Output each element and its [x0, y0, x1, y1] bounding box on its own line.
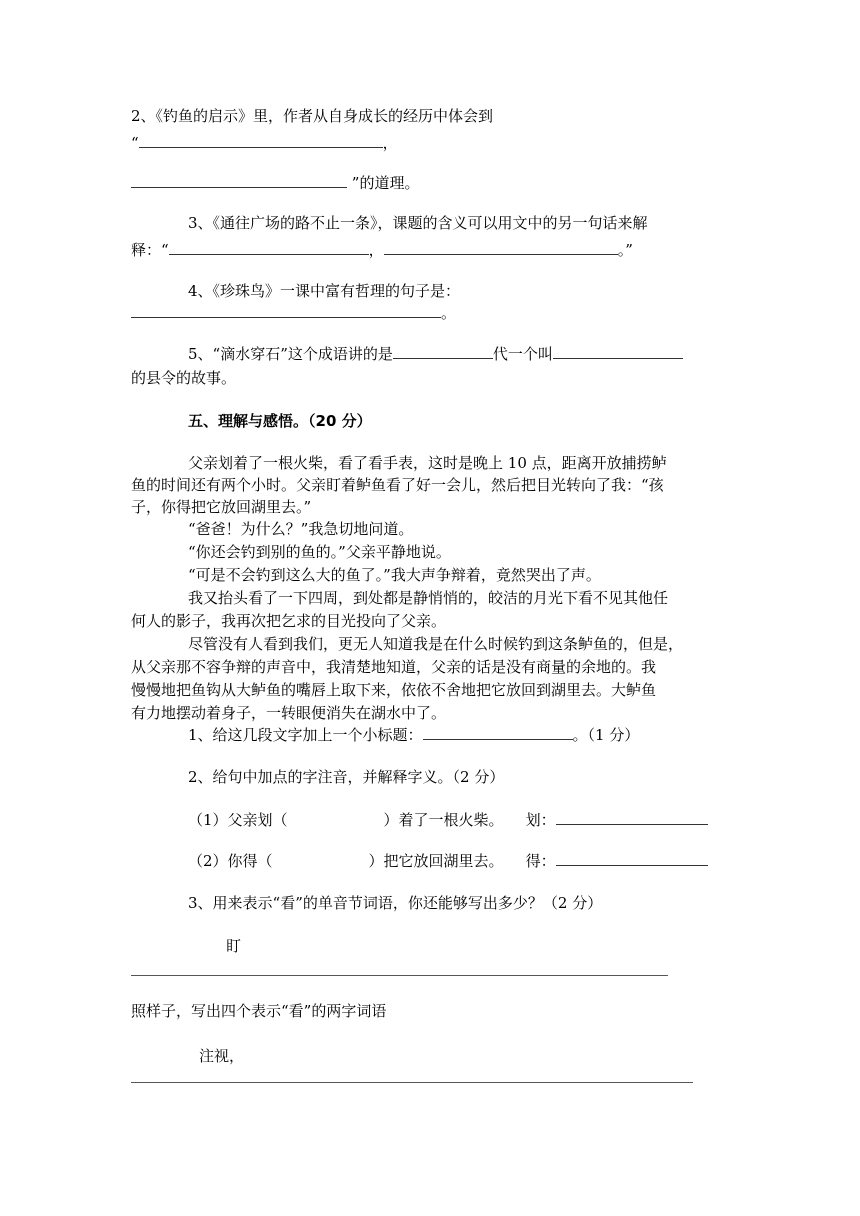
sub1-text: 1、给这几段文字加上一个小标题：	[188, 726, 423, 744]
passage-line: 父亲划着了一根火柴，看了看手表，这时是晚上 10 点，距离开放捕捞鲈	[188, 454, 667, 472]
sub1-end: 。（1 分）	[572, 726, 640, 744]
q2-blank-2[interactable]	[131, 175, 347, 188]
sub2-item1-blank[interactable]	[556, 812, 708, 825]
sub2-line: 2、给句中加点的字注音，并解释字义。（2 分）	[188, 768, 505, 786]
q2-open-quote: “	[131, 134, 139, 152]
sub2-item1-c: 划：	[525, 811, 556, 829]
q3-prefix: 释：“	[131, 241, 169, 259]
q3-line1: 3、《通往广场的路不止一条》，课题的含义可以用文中的另一句话来解	[188, 214, 648, 232]
q5-line1	[188, 344, 683, 364]
sub3-example: 盯	[226, 937, 242, 955]
sub2-item2-a: （2）你得（	[188, 852, 273, 870]
passage-line: 我又抬头看了一下四周，到处都是静悄悄的，皎洁的月光下看不见其他任	[188, 589, 669, 607]
q5-blank-2[interactable]	[553, 346, 683, 359]
q4-line2	[131, 303, 456, 323]
q5-blank-1[interactable]	[393, 346, 493, 359]
q4-blank[interactable]	[131, 305, 441, 318]
passage-line: “爸爸！为什么？”我急切地问道。	[188, 520, 414, 538]
q3-end: 。”	[617, 241, 633, 259]
q4-end: 。	[441, 304, 457, 322]
q3-line2	[131, 240, 633, 260]
q2-line2	[131, 133, 398, 153]
q3-comma: ，	[368, 241, 384, 259]
sub3-instruction: 照样子，写出四个表示“看”的两字词语	[131, 1002, 387, 1020]
q5-text-a: 5、“滴水穿石”这个成语讲的是	[188, 345, 393, 363]
passage-line: 何人的影子，我再次把乞求的目光投向了父亲。	[131, 612, 447, 630]
sub2-item1-a: （1）父亲划（	[188, 811, 288, 829]
q2-blank-1[interactable]	[139, 135, 383, 148]
passage-line: “可是不会钓到这么大的鱼了。”我大声争辩着，竟然哭出了声。	[188, 566, 601, 584]
q2-line1: 2、《钓鱼的启示》里，作者从自身成长的经历中体会到	[131, 107, 494, 125]
q3-blank-1[interactable]	[169, 242, 369, 255]
q2-end: ”的道理。	[351, 174, 420, 192]
sub2-item2-c: 得：	[525, 852, 556, 870]
sub3-answer-line-2[interactable]	[131, 1082, 693, 1083]
sub2-item2-blank[interactable]	[556, 853, 708, 866]
q4-line1: 4、《珍珠鸟》一课中富有哲理的句子是：	[188, 282, 461, 300]
sub3-example2: 注视，	[199, 1047, 245, 1065]
q2-comma: ，	[382, 134, 398, 152]
sub2-item1	[188, 810, 708, 830]
q2-line3	[131, 173, 419, 193]
sub2-item2-b: ）把它放回湖里去。	[368, 852, 504, 870]
passage-line: 鱼的时间还有两个小时。父亲盯着鲈鱼看了好一会儿，然后把目光转向了我：“孩	[131, 476, 664, 494]
q5-text-b: 代一个叫	[492, 345, 553, 363]
passage-line: 子，你得把它放回湖里去。”	[131, 498, 312, 516]
sub1-line	[188, 725, 639, 745]
passage-line: 有力地摆动着身子，一转眼便消失在湖水中了。	[131, 704, 447, 722]
section-heading: 五、理解与感悟。（20 分）	[188, 412, 372, 430]
passage-line: 尽管没有人看到我们，更无人知道我是在什么时候钓到这条鲈鱼的，但是，	[188, 635, 684, 653]
sub3-answer-line[interactable]	[131, 975, 668, 976]
sub3-line: 3、用来表示“看”的单音节词语，你还能够写出多少？（2 分）	[188, 894, 603, 912]
sub1-blank[interactable]	[423, 727, 573, 740]
passage-line: “你还会钓到别的鱼的。”父亲平静地说。	[188, 543, 451, 561]
passage-line: 从父亲那不容争辩的声音中，我清楚地知道，父亲的话是没有商量的余地的。我	[131, 658, 657, 676]
sub2-item1-b: ）着了一根火柴。	[383, 811, 504, 829]
q3-blank-2[interactable]	[384, 242, 618, 255]
sub2-item2	[188, 851, 708, 871]
q5-line2: 的县令的故事。	[131, 369, 237, 387]
passage-line: 慢慢地把鱼钩从大鲈鱼的嘴唇上取下来，依依不舍地把它放回到湖里去。大鲈鱼	[131, 681, 657, 699]
